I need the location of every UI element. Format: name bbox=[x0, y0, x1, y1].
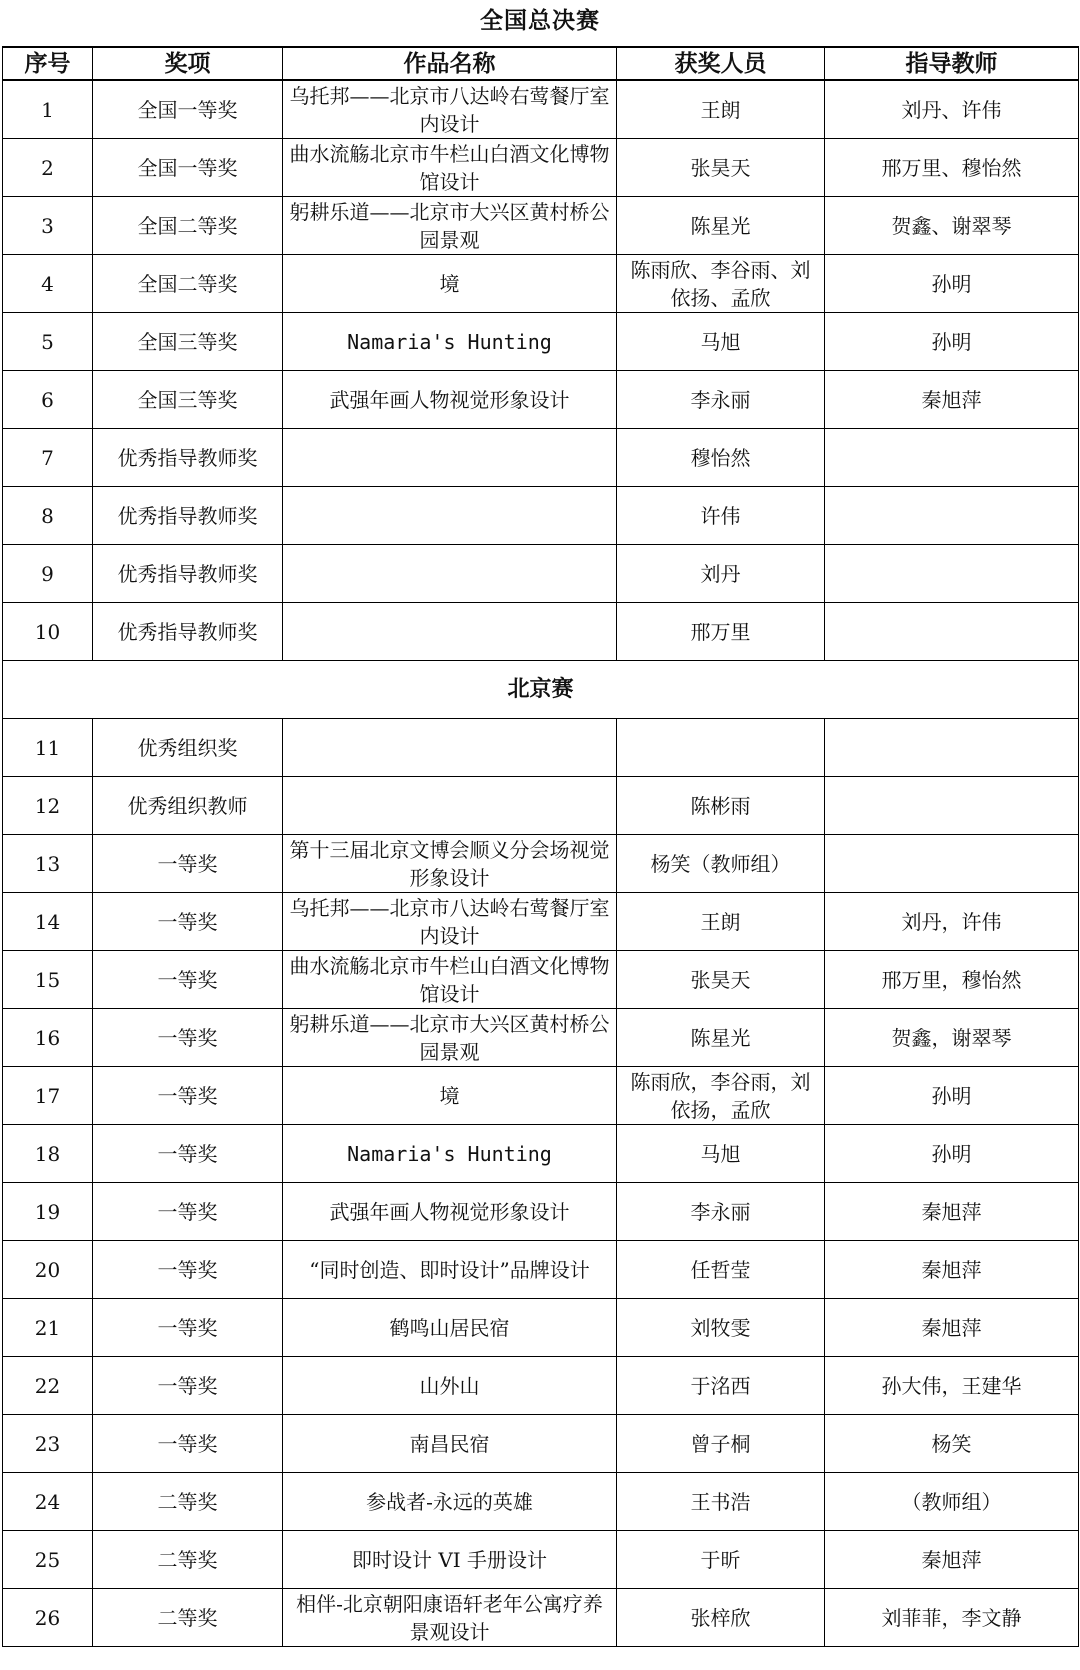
winners-cell: 陈雨欣，李谷雨，刘依扬，孟欣 bbox=[617, 1067, 825, 1125]
winners-cell: 张梓欣 bbox=[617, 1589, 825, 1647]
advisors-cell: 孙明 bbox=[825, 1125, 1079, 1183]
table-row bbox=[3, 487, 1079, 545]
work-title-cell bbox=[283, 777, 617, 835]
advisors-cell: 刘丹，许伟 bbox=[825, 893, 1079, 951]
row-number: 12 bbox=[3, 777, 93, 835]
advisors-cell: 秦旭萍 bbox=[825, 371, 1079, 429]
winners-cell: 陈彬雨 bbox=[617, 777, 825, 835]
advisors-cell bbox=[825, 545, 1079, 603]
award-cell: 二等奖 bbox=[93, 1589, 283, 1647]
award-cell: 一等奖 bbox=[93, 1415, 283, 1473]
award-cell: 优秀指导教师奖 bbox=[93, 545, 283, 603]
row-number: 20 bbox=[3, 1241, 93, 1299]
table-row bbox=[3, 603, 1079, 661]
winners-cell: 杨笑（教师组） bbox=[617, 835, 825, 893]
work-title-cell bbox=[283, 603, 617, 661]
award-cell: 一等奖 bbox=[93, 1241, 283, 1299]
award-cell: 全国一等奖 bbox=[93, 80, 283, 139]
winners-cell: 马旭 bbox=[617, 1125, 825, 1183]
row-number: 25 bbox=[3, 1531, 93, 1589]
header-work: 作品名称 bbox=[283, 47, 617, 80]
work-title-cell: 参战者-永远的英雄 bbox=[283, 1473, 617, 1531]
section-title-beijing: 北京赛 bbox=[3, 661, 1079, 719]
table-row bbox=[3, 893, 1079, 951]
work-title-cell: Namaria's Hunting bbox=[283, 313, 617, 371]
advisors-cell bbox=[825, 777, 1079, 835]
advisors-cell: 秦旭萍 bbox=[825, 1183, 1079, 1241]
table-row bbox=[3, 255, 1079, 313]
table-row bbox=[3, 313, 1079, 371]
winners-cell: 许伟 bbox=[617, 487, 825, 545]
header-winners: 获奖人员 bbox=[617, 47, 825, 80]
winners-cell: 李永丽 bbox=[617, 371, 825, 429]
table-row bbox=[3, 197, 1079, 255]
table-row bbox=[3, 1009, 1079, 1067]
award-cell: 一等奖 bbox=[93, 951, 283, 1009]
work-title-cell: 躬耕乐道——北京市大兴区黄村桥公园景观 bbox=[283, 197, 617, 255]
row-number: 14 bbox=[3, 893, 93, 951]
table-row bbox=[3, 80, 1079, 139]
work-title-cell: 即时设计 VI 手册设计 bbox=[283, 1531, 617, 1589]
winners-cell: 陈雨欣、李谷雨、刘依扬、孟欣 bbox=[617, 255, 825, 313]
row-number: 16 bbox=[3, 1009, 93, 1067]
table-row bbox=[3, 777, 1079, 835]
winners-cell bbox=[617, 719, 825, 777]
advisors-cell: （教师组） bbox=[825, 1473, 1079, 1531]
section-header-row bbox=[3, 661, 1079, 719]
table-row bbox=[3, 1183, 1079, 1241]
table-row bbox=[3, 1299, 1079, 1357]
work-title-cell: 山外山 bbox=[283, 1357, 617, 1415]
advisors-cell: 杨笑 bbox=[825, 1415, 1079, 1473]
work-title-cell: 境 bbox=[283, 255, 617, 313]
table-row bbox=[3, 835, 1079, 893]
winners-cell: 王朗 bbox=[617, 893, 825, 951]
advisors-cell: 刘菲菲，李文静 bbox=[825, 1589, 1079, 1647]
work-title-cell: 鹤鸣山居民宿 bbox=[283, 1299, 617, 1357]
work-title-cell: 南昌民宿 bbox=[283, 1415, 617, 1473]
table-row bbox=[3, 1125, 1079, 1183]
header-no: 序号 bbox=[3, 47, 93, 80]
winners-cell: 张昊天 bbox=[617, 139, 825, 197]
advisors-cell: 秦旭萍 bbox=[825, 1241, 1079, 1299]
row-number: 23 bbox=[3, 1415, 93, 1473]
winners-cell: 于昕 bbox=[617, 1531, 825, 1589]
advisors-cell: 邢万里，穆怡然 bbox=[825, 951, 1079, 1009]
table-row bbox=[3, 1531, 1079, 1589]
table-row bbox=[3, 719, 1079, 777]
winners-cell: 刘牧雯 bbox=[617, 1299, 825, 1357]
award-cell: 一等奖 bbox=[93, 835, 283, 893]
advisors-cell: 刘丹、许伟 bbox=[825, 80, 1079, 139]
work-title-cell: “同时创造、即时设计”品牌设计 bbox=[283, 1241, 617, 1299]
row-number: 24 bbox=[3, 1473, 93, 1531]
row-number: 6 bbox=[3, 371, 93, 429]
award-cell: 一等奖 bbox=[93, 1183, 283, 1241]
advisors-cell bbox=[825, 835, 1079, 893]
winners-cell: 于洺西 bbox=[617, 1357, 825, 1415]
award-cell: 一等奖 bbox=[93, 1067, 283, 1125]
advisors-cell: 秦旭萍 bbox=[825, 1299, 1079, 1357]
award-cell: 一等奖 bbox=[93, 1009, 283, 1067]
row-number: 7 bbox=[3, 429, 93, 487]
winners-cell: 王书浩 bbox=[617, 1473, 825, 1531]
work-title-cell: 第十三届北京文博会顺义分会场视觉形象设计 bbox=[283, 835, 617, 893]
row-number: 9 bbox=[3, 545, 93, 603]
table-row bbox=[3, 139, 1079, 197]
work-title-cell: 乌托邦——北京市八达岭右莺餐厅室内设计 bbox=[283, 893, 617, 951]
award-cell: 全国三等奖 bbox=[93, 371, 283, 429]
winners-cell: 王朗 bbox=[617, 80, 825, 139]
table-row bbox=[3, 1473, 1079, 1531]
advisors-cell bbox=[825, 603, 1079, 661]
awards-table bbox=[2, 46, 1079, 1647]
table-row bbox=[3, 1589, 1079, 1647]
table-row bbox=[3, 1415, 1079, 1473]
winners-cell: 曾子桐 bbox=[617, 1415, 825, 1473]
advisors-cell: 孙明 bbox=[825, 255, 1079, 313]
row-number: 17 bbox=[3, 1067, 93, 1125]
work-title-cell: 躬耕乐道——北京市大兴区黄村桥公园景观 bbox=[283, 1009, 617, 1067]
work-title-cell bbox=[283, 429, 617, 487]
header-row bbox=[3, 47, 1079, 80]
award-cell: 一等奖 bbox=[93, 893, 283, 951]
advisors-cell: 孙大伟，王建华 bbox=[825, 1357, 1079, 1415]
advisors-cell bbox=[825, 719, 1079, 777]
work-title-cell bbox=[283, 719, 617, 777]
row-number: 22 bbox=[3, 1357, 93, 1415]
table-row bbox=[3, 371, 1079, 429]
row-number: 5 bbox=[3, 313, 93, 371]
advisors-cell: 贺鑫、谢翠琴 bbox=[825, 197, 1079, 255]
table-row bbox=[3, 951, 1079, 1009]
award-cell: 全国二等奖 bbox=[93, 255, 283, 313]
award-cell: 一等奖 bbox=[93, 1357, 283, 1415]
advisors-cell: 邢万里、穆怡然 bbox=[825, 139, 1079, 197]
row-number: 8 bbox=[3, 487, 93, 545]
award-cell: 全国三等奖 bbox=[93, 313, 283, 371]
award-cell: 优秀指导教师奖 bbox=[93, 429, 283, 487]
advisors-cell: 贺鑫，谢翠琴 bbox=[825, 1009, 1079, 1067]
winners-cell: 穆怡然 bbox=[617, 429, 825, 487]
award-cell: 优秀指导教师奖 bbox=[93, 603, 283, 661]
row-number: 19 bbox=[3, 1183, 93, 1241]
winners-cell: 张昊天 bbox=[617, 951, 825, 1009]
work-title-cell: 相伴-北京朝阳康语轩老年公寓疗养景观设计 bbox=[283, 1589, 617, 1647]
winners-cell: 陈星光 bbox=[617, 197, 825, 255]
table-row bbox=[3, 545, 1079, 603]
work-title-cell: 境 bbox=[283, 1067, 617, 1125]
advisors-cell bbox=[825, 487, 1079, 545]
page-title: 全国总决赛 bbox=[480, 8, 600, 34]
work-title-cell: Namaria's Hunting bbox=[283, 1125, 617, 1183]
award-cell: 二等奖 bbox=[93, 1473, 283, 1531]
row-number: 15 bbox=[3, 951, 93, 1009]
winners-cell: 李永丽 bbox=[617, 1183, 825, 1241]
row-number: 21 bbox=[3, 1299, 93, 1357]
work-title-cell: 曲水流觞北京市牛栏山白酒文化博物馆设计 bbox=[283, 139, 617, 197]
row-number: 13 bbox=[3, 835, 93, 893]
advisors-cell bbox=[825, 429, 1079, 487]
award-cell: 全国二等奖 bbox=[93, 197, 283, 255]
winners-cell: 陈星光 bbox=[617, 1009, 825, 1067]
award-cell: 一等奖 bbox=[93, 1125, 283, 1183]
row-number: 3 bbox=[3, 197, 93, 255]
award-cell: 全国一等奖 bbox=[93, 139, 283, 197]
award-cell: 二等奖 bbox=[93, 1531, 283, 1589]
award-cell: 优秀指导教师奖 bbox=[93, 487, 283, 545]
award-cell: 优秀组织教师 bbox=[93, 777, 283, 835]
work-title-cell bbox=[283, 487, 617, 545]
award-cell: 一等奖 bbox=[93, 1299, 283, 1357]
winners-cell: 邢万里 bbox=[617, 603, 825, 661]
advisors-cell: 孙明 bbox=[825, 313, 1079, 371]
row-number: 26 bbox=[3, 1589, 93, 1647]
table-row bbox=[3, 1067, 1079, 1125]
row-number: 11 bbox=[3, 719, 93, 777]
row-number: 10 bbox=[3, 603, 93, 661]
work-title-cell bbox=[283, 545, 617, 603]
work-title-cell: 曲水流觞北京市牛栏山白酒文化博物馆设计 bbox=[283, 951, 617, 1009]
advisors-cell: 孙明 bbox=[825, 1067, 1079, 1125]
row-number: 4 bbox=[3, 255, 93, 313]
header-award: 奖项 bbox=[93, 47, 283, 80]
row-number: 1 bbox=[3, 80, 93, 139]
winners-cell: 任哲莹 bbox=[617, 1241, 825, 1299]
table-row bbox=[3, 1357, 1079, 1415]
table-row bbox=[3, 1241, 1079, 1299]
winners-cell: 刘丹 bbox=[617, 545, 825, 603]
work-title-cell: 乌托邦——北京市八达岭右莺餐厅室内设计 bbox=[283, 80, 617, 139]
award-cell: 优秀组织奖 bbox=[93, 719, 283, 777]
table-row bbox=[3, 429, 1079, 487]
row-number: 2 bbox=[3, 139, 93, 197]
work-title-cell: 武强年画人物视觉形象设计 bbox=[283, 371, 617, 429]
row-number: 18 bbox=[3, 1125, 93, 1183]
work-title-cell: 武强年画人物视觉形象设计 bbox=[283, 1183, 617, 1241]
advisors-cell: 秦旭萍 bbox=[825, 1531, 1079, 1589]
header-advisors: 指导教师 bbox=[825, 47, 1079, 80]
winners-cell: 马旭 bbox=[617, 313, 825, 371]
